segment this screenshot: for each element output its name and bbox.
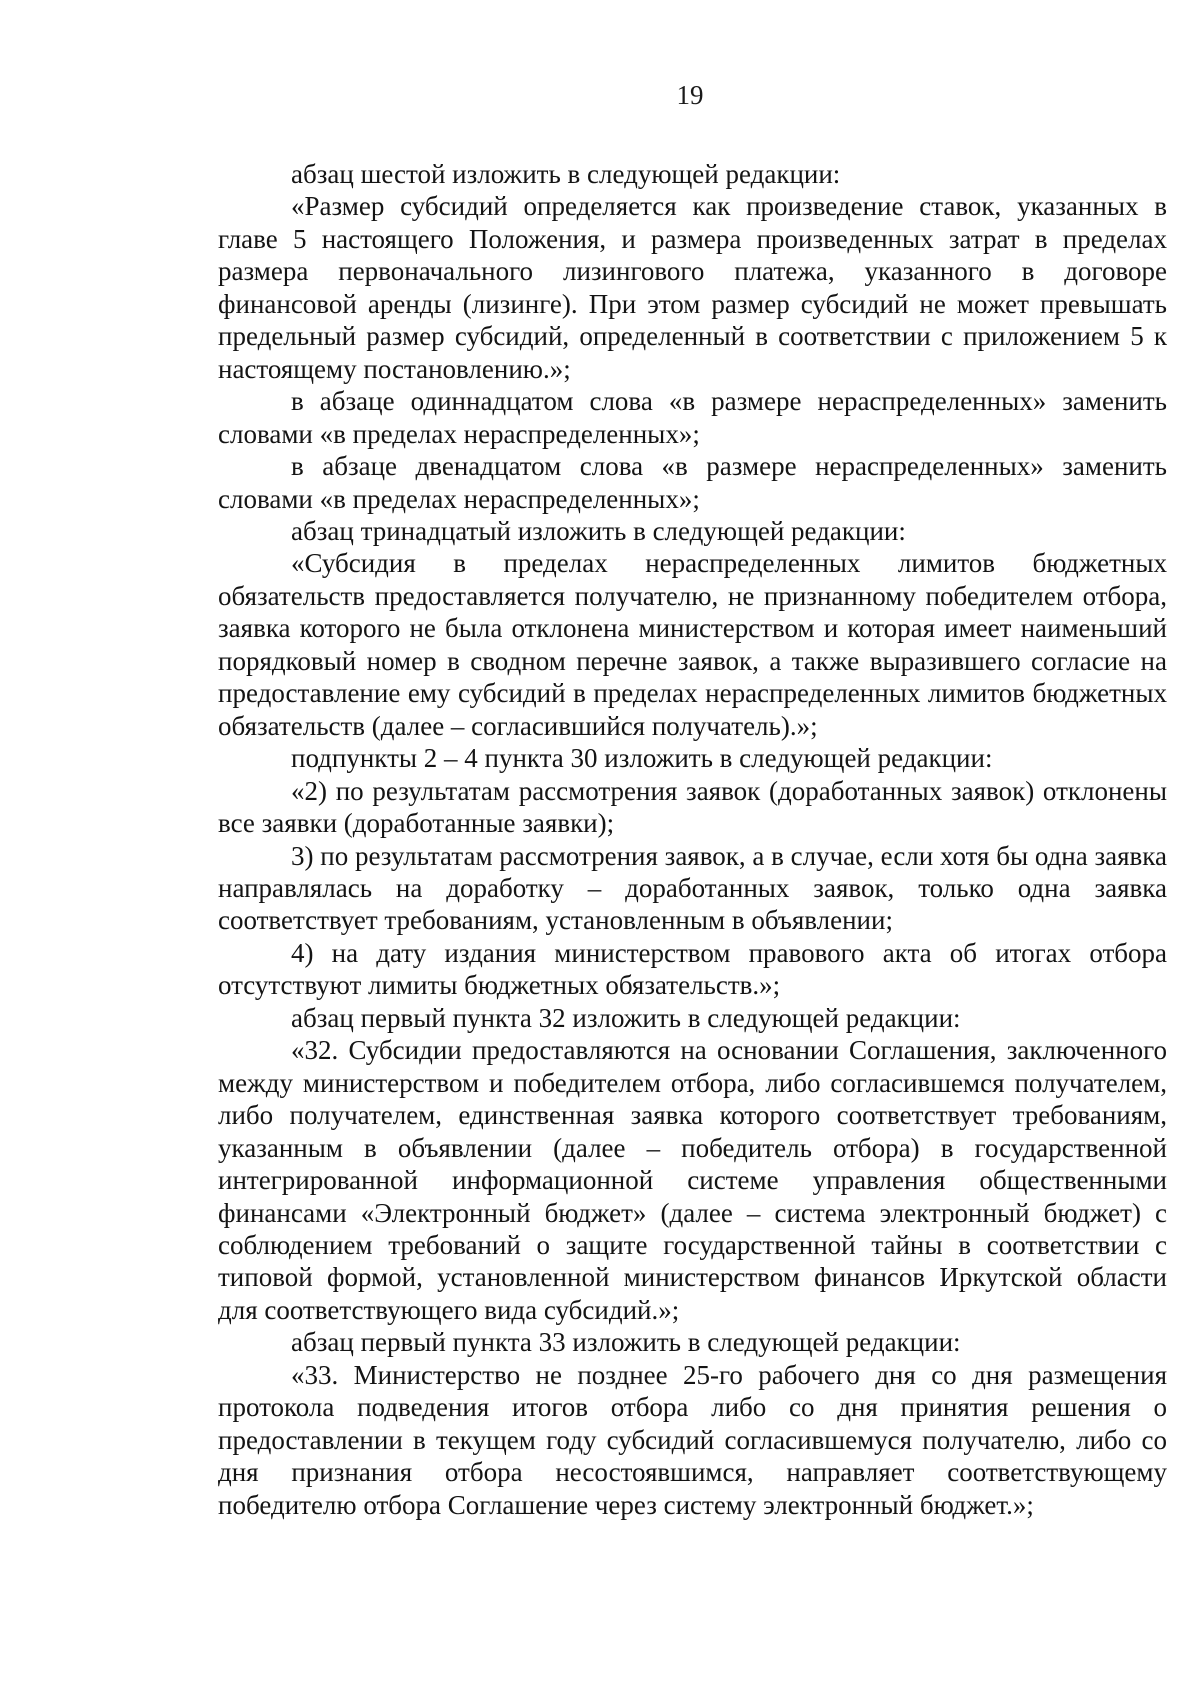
paragraph-subsidiya: «Субсидия в пределах нераспределенных лимитов бюджетных обязательств предоставляется получателю, не признанному победителем отбора, заявка которого не была отклонена министерством и которая имеет наименьший порядковый номер в сводном перечне заявок, а также выразившего согласие на предоставление ему субсидий в пределах нераспределенных лимитов бюджетных обязательств (далее – согласившийся получатель).»;: [218, 548, 1167, 741]
paragraph-abzac-punkta-32: абзац первый пункта 32 изложить в следующей редакции:: [291, 1002, 961, 1033]
paragraph-abzac-dvenadcatyy: в абзаце двенадцатом слова «в размере нераспределенных» заменить словами «в пределах нераспределенных»;: [218, 451, 1167, 514]
paragraph-razmer-subsidiy: «Размер субсидий определяется как произведение ставок, указанных в главе 5 настоящего Положения, и размера произведенных затрат в пределах размера первоначального лизингового платежа, указанного в договоре финансовой аренды (лизинге). При этом размер субсидий не может превышать предельный размер субсидий, определенный в соответствии с приложением 5 к настоящему постановлению.»;: [218, 191, 1167, 384]
page-number: 19: [676, 80, 704, 110]
paragraph-punkt-32: «32. Субсидии предоставляются на основании Соглашения, заключенного между министерством и победителем отбора, либо согласившемся получателем, либо получателем, единственная заявка которого соответствует требованиям, указанным в объявлении (далее – победитель отбора) в государственной интегрированной информационной системе управления общественными финансами «Электронный бюджет» (далее – система электронный бюджет) с соблюдением требований о защите государственной тайны в соответствии с типовой формой, установленной министерством финансов Иркутской области для соответствующего вида субсидий.»;: [218, 1035, 1167, 1325]
paragraph-abzac-punkta-33: абзац первый пункта 33 изложить в следующей редакции:: [291, 1327, 961, 1358]
paragraph-abzac-trinadcatyy: абзац тринадцатый изложить в следующей редакции:: [291, 515, 906, 546]
paragraph-abzac-shestoy: абзац шестой изложить в следующей редакции:: [291, 159, 841, 189]
paragraph-podpunkty-30: подпункты 2 – 4 пункта 30 изложить в следующей редакции:: [291, 743, 993, 774]
document-body: [218, 158, 1167, 1521]
paragraph-item-4: 4) на дату издания министерством правового акта об итогах отбора отсутствуют лимиты бюджетных обязательств.»;: [218, 937, 1167, 1001]
paragraph-punkt-33: «33. Министерство не позднее 25-го рабочего дня со дня размещения протокола подведения итогов отбора либо со дня принятия решения о предоставлении в текущем году субсидий согласившемуся получателю, либо со дня признания отбора несостоявшимся, направляет соответствующему победителю отбора Соглашение через систему электронный бюджет.»;: [218, 1359, 1167, 1520]
paragraph-item-2: «2) по результатам рассмотрения заявок (доработанных заявок) отклонены все заявки (доработанные заявки);: [218, 775, 1167, 839]
paragraph-item-3: 3) по результатам рассмотрения заявок, а в случае, если хотя бы одна заявка направлялась на доработку – доработанных заявок, только одна заявка соответствует требованиям, установленным в объявлении;: [218, 840, 1167, 936]
paragraph-abzac-odinnadcatyy: в абзаце одиннадцатом слова «в размере нераспределенных» заменить словами «в пределах нераспределенных»;: [218, 386, 1167, 449]
